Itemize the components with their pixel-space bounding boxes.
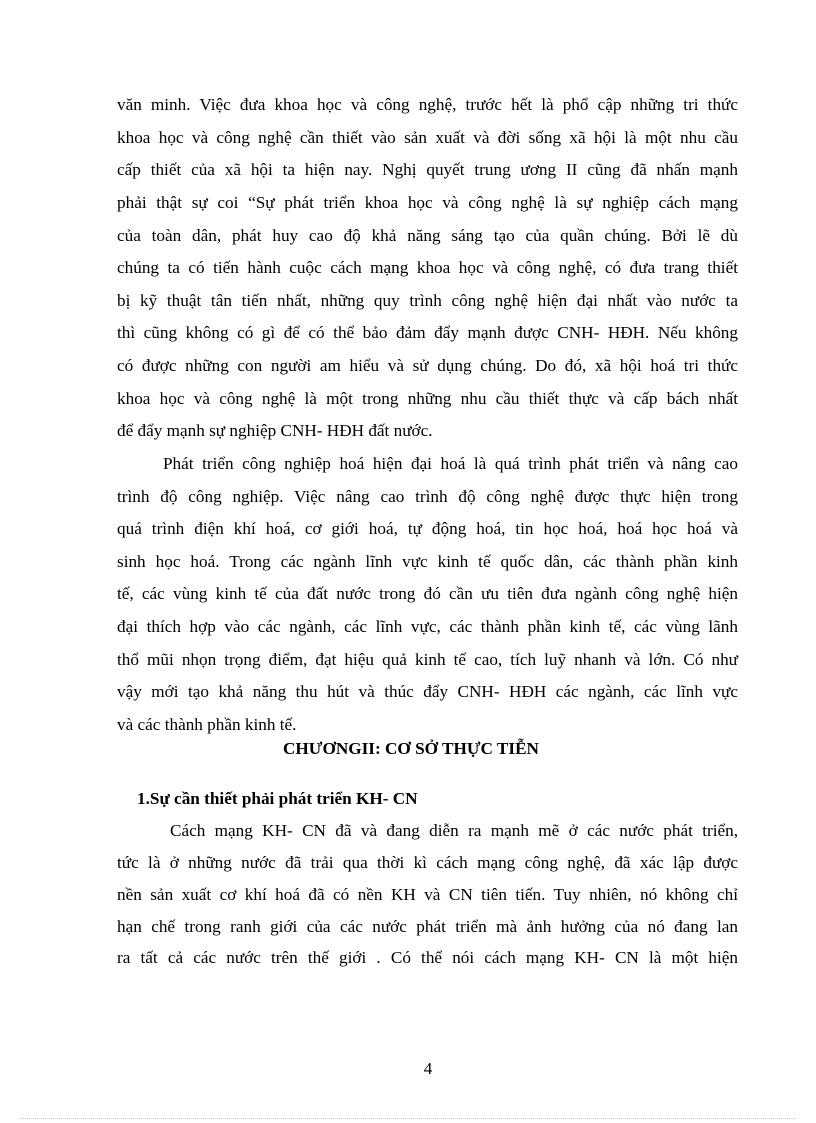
paragraph-2-line: tế, các vùng kinh tế của đất nước trong đó cần ưu tiên đưa ngành công nghệ hiện <box>117 584 738 603</box>
paragraph-2-line: đại thích hợp vào các ngành, các lĩnh vực, các thành phần kinh tế, các vùng lãnh <box>117 617 738 636</box>
paragraph-2-line: vậy mới tạo khả năng thu hút và thúc đẩy CNH- HĐH các ngành, các lĩnh vực <box>117 682 738 701</box>
paragraph-1-line: bị kỹ thuật tân tiến nhất, những quy trình công nghệ hiện đại nhất vào nước ta <box>117 291 738 310</box>
paragraph-1-line: khoa học và công nghệ cần thiết vào sản xuất và đời sống xã hội là một nhu cầu <box>117 128 738 147</box>
paragraph-2-line: Phát triển công nghiệp hoá hiện đại hoá là quá trình phát triển và nâng cao <box>163 454 738 473</box>
paragraph-2-line: quá trình điện khí hoá, cơ giới hoá, tự động hoá, tin học hoá, hoá học hoá và <box>117 519 738 538</box>
paragraph-2-line: sinh học hoá. Trong các ngành lĩnh vực kinh tế quốc dân, các thành phần kinh <box>117 552 738 571</box>
paragraph-3-line: Cách mạng KH- CN đã và đang diễn ra mạnh mẽ ở các nước phát triển, <box>170 821 738 840</box>
chapter-heading: CHƯƠNGII: CƠ SỞ THỰC TIỄN <box>283 739 539 758</box>
paragraph-2-line: trình độ công nghiệp. Việc nâng cao trình độ công nghệ được thực hiện trong <box>117 487 738 506</box>
paragraph-1-line: văn minh. Việc đưa khoa học và công nghệ, trước hết là phổ cập những tri thức <box>117 95 738 114</box>
paragraph-1-line: cấp thiết của xã hội ta hiện nay. Nghị quyết trung ương II cũng đã nhấn mạnh <box>117 160 738 179</box>
paragraph-2-line: và các thành phần kinh tế. <box>117 715 297 734</box>
paragraph-1-line: phải thật sự coi “Sự phát triển khoa học và công nghệ là sự nghiệp cách mạng <box>117 193 738 212</box>
paragraph-3-line: ra tất cả các nước trên thế giới . Có thể nói cách mạng KH- CN là một hiện <box>117 948 738 967</box>
paragraph-1-line: thì cũng không có gì để có thể bảo đảm đẩy mạnh được CNH- HĐH. Nếu không <box>117 323 738 342</box>
paragraph-1-line: có được những con người am hiểu và sử dụng chúng. Do đó, xã hội hoá tri thức <box>117 356 738 375</box>
paragraph-3-line: tức là ở những nước đã trải qua thời kì cách mạng công nghệ, đã xác lập được <box>117 853 738 872</box>
page-bottom-rule <box>20 1118 796 1119</box>
paragraph-3-line: nền sản xuất cơ khí hoá đã có nền KH và CN tiên tiến. Tuy nhiên, nó không chỉ <box>117 885 738 904</box>
page-number: 4 <box>423 1059 433 1078</box>
paragraph-1-line: của toàn dân, phát huy cao độ khả năng sáng tạo của quần chúng. Bởi lẽ dù <box>117 226 738 245</box>
section-heading: 1.Sự cần thiết phải phát triển KH- CN <box>137 789 418 808</box>
paragraph-3-line: hạn chế trong ranh giới của các nước phát triển mà ảnh hưởng của nó đang lan <box>117 917 738 936</box>
paragraph-2-line: thổ mũi nhọn trọng điểm, đạt hiệu quả kinh tế cao, tích luỹ nhanh và lớn. Có như <box>117 650 738 669</box>
paragraph-1-line: khoa học và công nghệ là một trong những nhu cầu thiết thực và cấp bách nhất <box>117 389 738 408</box>
paragraph-1-line: để đẩy mạnh sự nghiệp CNH- HĐH đất nước. <box>117 421 433 440</box>
paragraph-1-line: chúng ta có tiến hành cuộc cách mạng khoa học và công nghệ, có đưa trang thiết <box>117 258 738 277</box>
